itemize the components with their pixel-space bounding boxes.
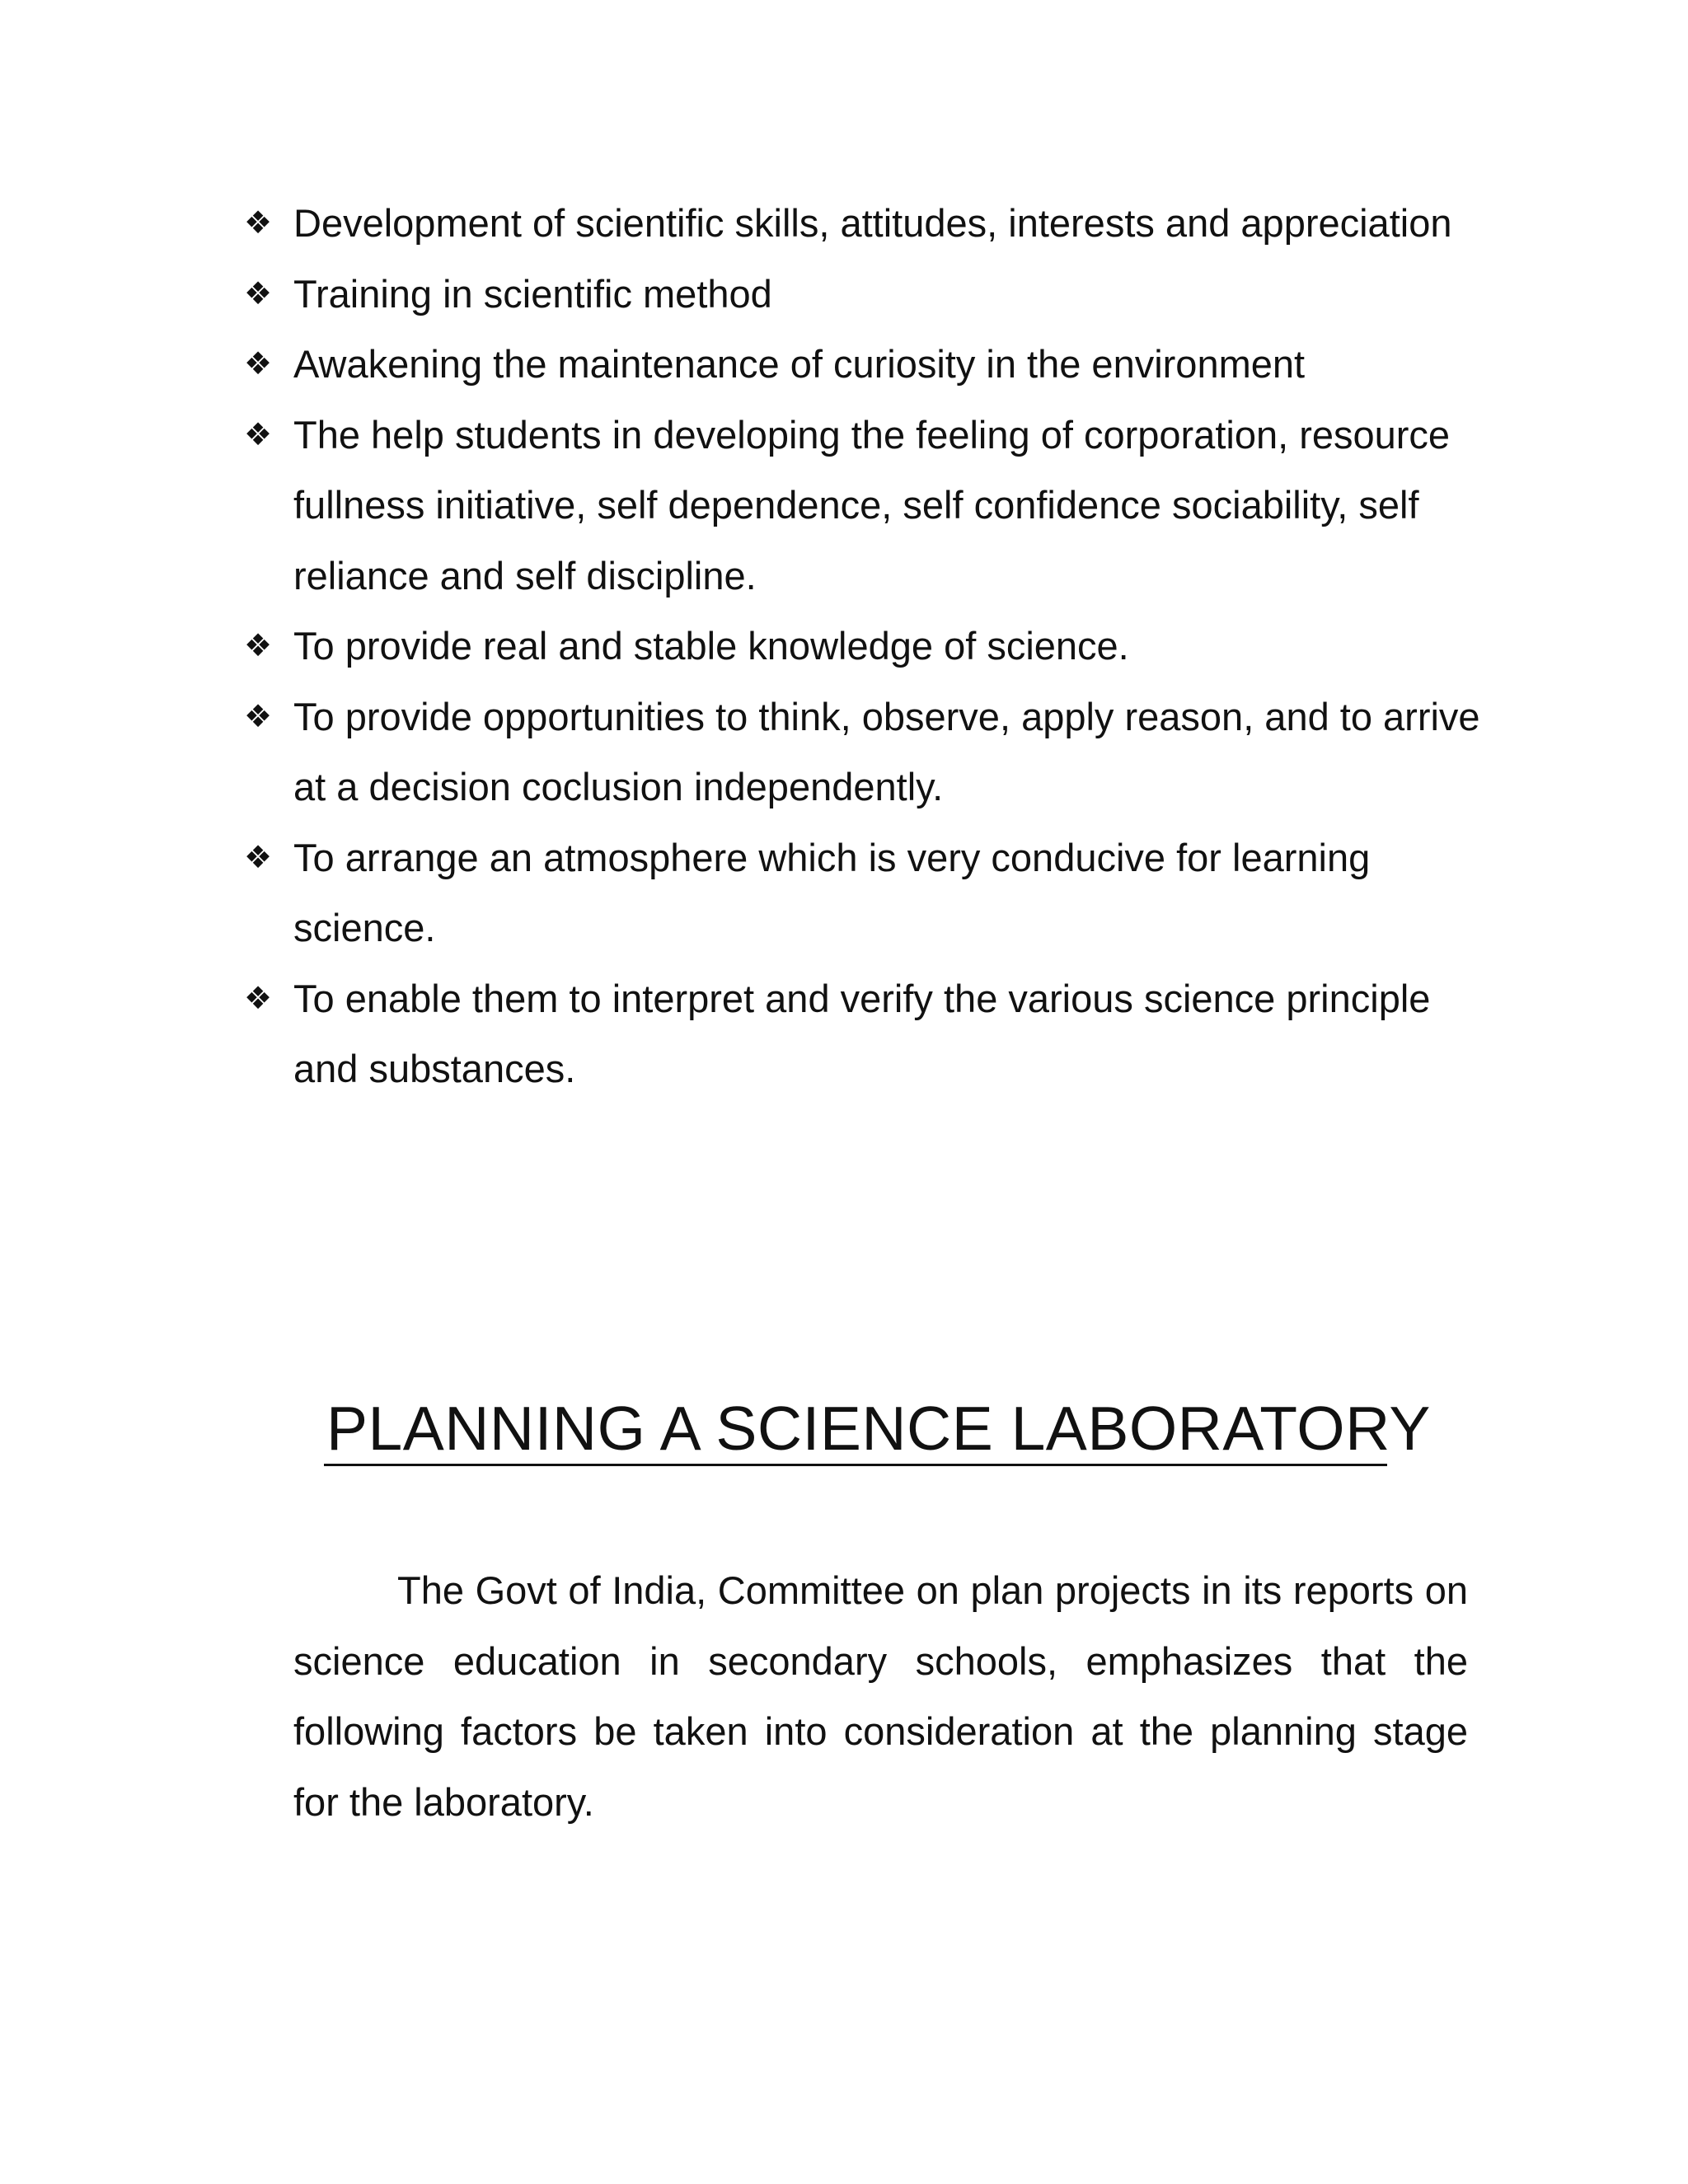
objectives-list [244,188,1480,1104]
four-diamond-bullet-icon: ❖ [244,274,273,312]
list-item [244,611,1480,682]
list-item [244,259,1480,330]
list-item [244,188,1480,259]
list-item-text: Training in scientific method [293,271,772,316]
four-diamond-bullet-icon: ❖ [244,838,273,875]
list-item-text: To provide opportunities to think, observe, apply reason, and to arrive at a decision coclusion independently. [293,694,1480,808]
list-item [244,682,1480,823]
four-diamond-bullet-icon: ❖ [244,979,273,1016]
list-item [244,400,1480,612]
heading-underline [324,1464,1387,1466]
list-item [244,329,1480,400]
list-item-text: Development of scientific skills, attitudes, interests and appreciation [293,201,1452,245]
four-diamond-bullet-icon: ❖ [244,415,273,452]
list-item-text: To arrange an atmosphere which is very conducive for learning science. [293,835,1371,949]
section-paragraph: The Govt of India, Committee on plan projects in its reports on science education in secondary schools, emphasizes that the following factors be taken into consideration at the planning stage for the laboratory. [293,1568,1468,1824]
four-diamond-bullet-icon: ❖ [244,627,273,663]
list-item-text: Awakening the maintenance of curiosity in the environment [293,342,1306,386]
list-item-text: The help students in developing the feeling of corporation, resource fullness initiative, self dependence, self confidence sociability, self reliance and self discipline. [293,412,1451,598]
four-diamond-bullet-icon: ❖ [244,204,273,241]
list-item-text: To enable them to interpret and verify the various science principle and substances. [293,976,1431,1090]
section-heading: PLANNING A SCIENCE LABORATORY [326,1394,1431,1463]
list-item [244,963,1480,1104]
four-diamond-bullet-icon: ❖ [244,697,273,734]
list-item-text: To provide real and stable knowledge of science. [293,624,1129,668]
four-diamond-bullet-icon: ❖ [244,345,273,382]
list-item [244,823,1480,963]
